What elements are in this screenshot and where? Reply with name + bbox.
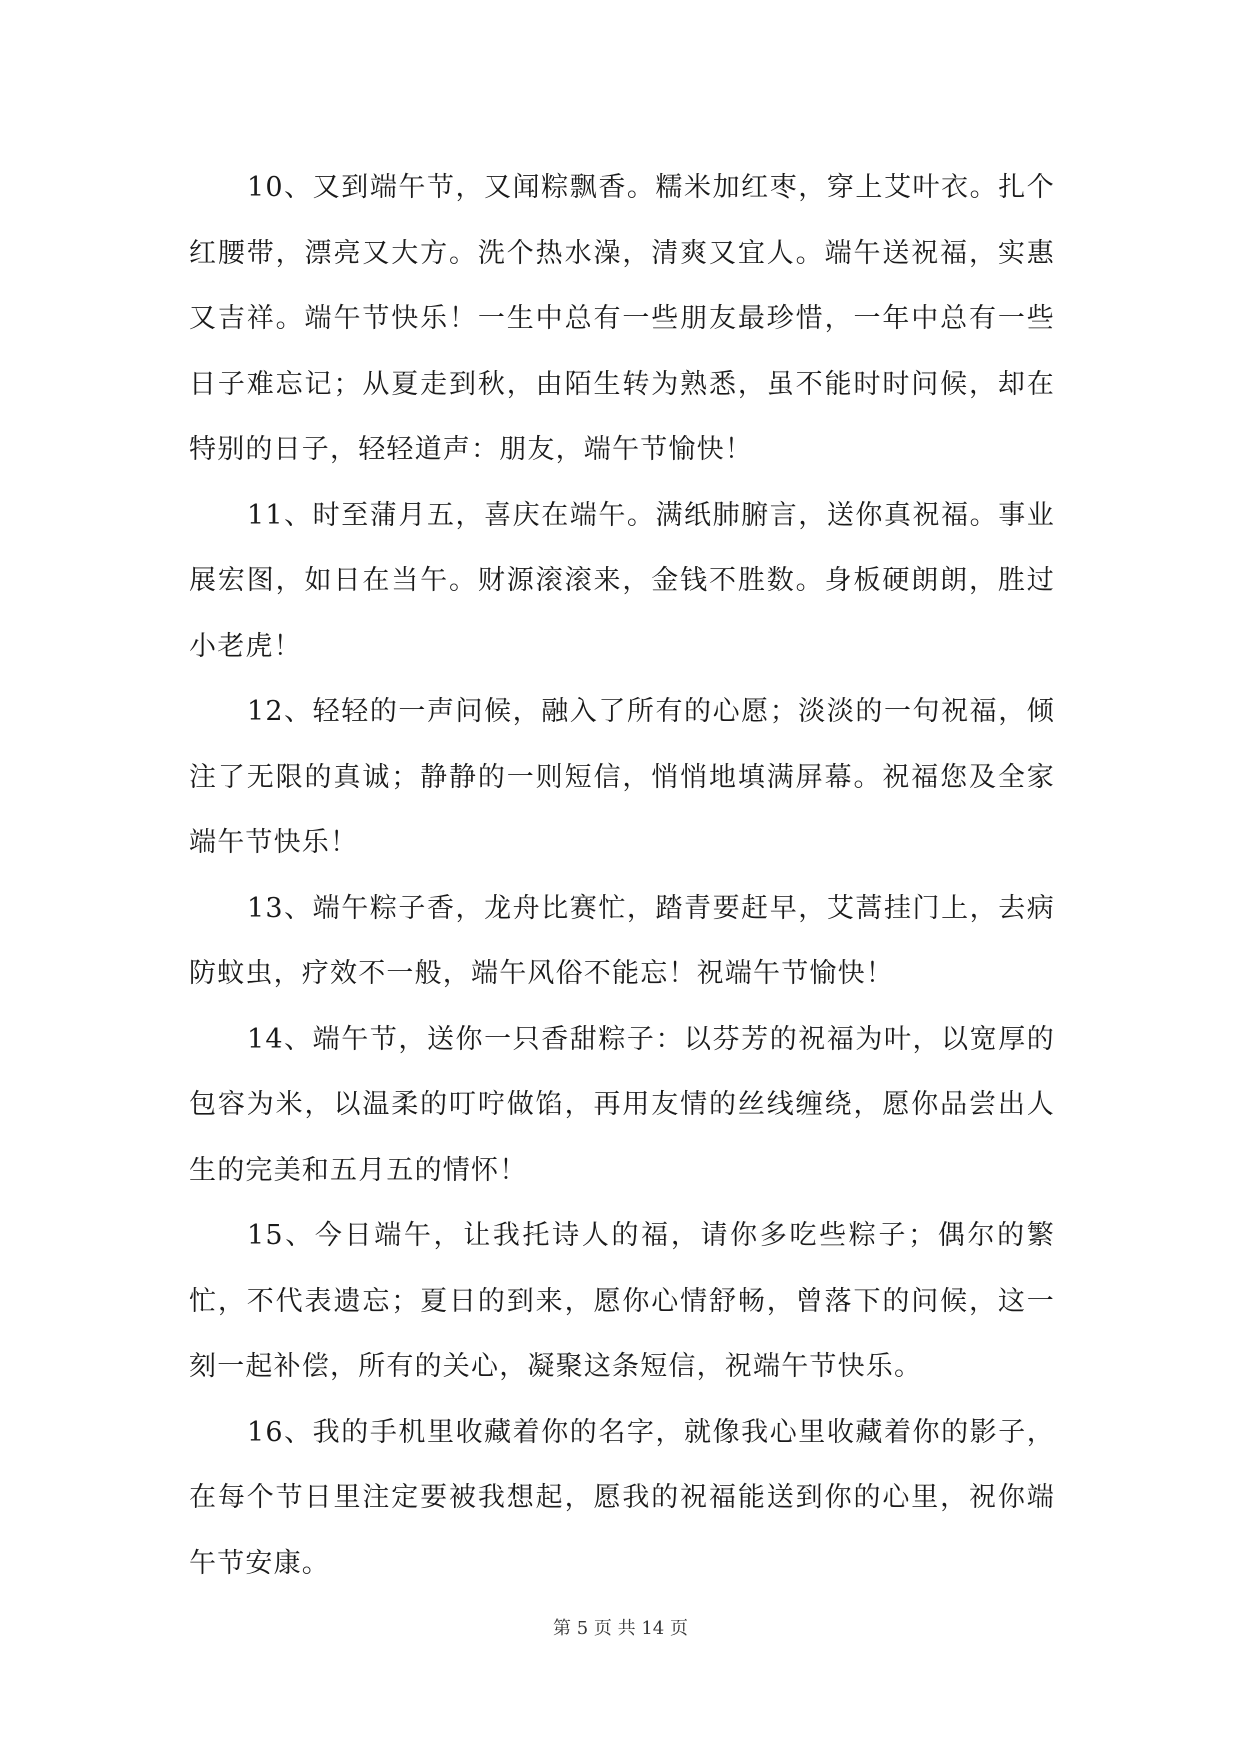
page-number-footer: 第 5 页 共 14 页	[553, 1618, 688, 1639]
document-body	[189, 155, 1055, 1596]
paragraph-16: 16、我的手机里收藏着你的名字，就像我心里收藏着你的影子，在每个节日里注定要被我想起，愿我的祝福能送到你的心里，祝你端午节安康。	[189, 1416, 1055, 1579]
paragraph-15: 15、今日端午，让我托诗人的福，请你多吃些粽子；偶尔的繁忙，不代表遗忘；夏日的到来，愿你心情舒畅，曾落下的问候，这一刻一起补偿，所有的关心，凝聚这条短信，祝端午节快乐。	[189, 1220, 1055, 1382]
paragraph-13: 13、端午粽子香，龙舟比赛忙，踏青要赶早，艾蒿挂门上，去病防蚊虫，疗效不一般，端午风俗不能忘！祝端午节愉快！	[189, 892, 1055, 989]
paragraph-11: 11、时至蒲月五，喜庆在端午。满纸肺腑言，送你真祝福。事业展宏图，如日在当午。财源滚滚来，金钱不胜数。身板硬朗朗，胜过小老虎！	[189, 499, 1055, 662]
paragraph-12: 12、轻轻的一声问候，融入了所有的心愿；淡淡的一句祝福，倾注了无限的真诚；静静的一则短信，悄悄地填满屏幕。祝福您及全家端午节快乐！	[189, 696, 1055, 858]
paragraph-14: 14、端午节，送你一只香甜粽子：以芬芳的祝福为叶，以宽厚的包容为米，以温柔的叮咛做馅，再用友情的丝线缠绕，愿你品尝出人生的完美和五月五的情怀！	[189, 1023, 1055, 1186]
paragraph-10: 10、又到端午节，又闻粽飘香。糯米加红枣，穿上艾叶衣。扎个红腰带，漂亮又大方。洗个热水澡，清爽又宜人。端午送祝福，实惠又吉祥。端午节快乐！一生中总有一些朋友最珍惜，一年中总有一些日子难忘记；从夏走到秋，由陌生转为熟悉，虽不能时时问候，却在特别的日子，轻轻道声：朋友，端午节愉快！	[189, 172, 1055, 465]
